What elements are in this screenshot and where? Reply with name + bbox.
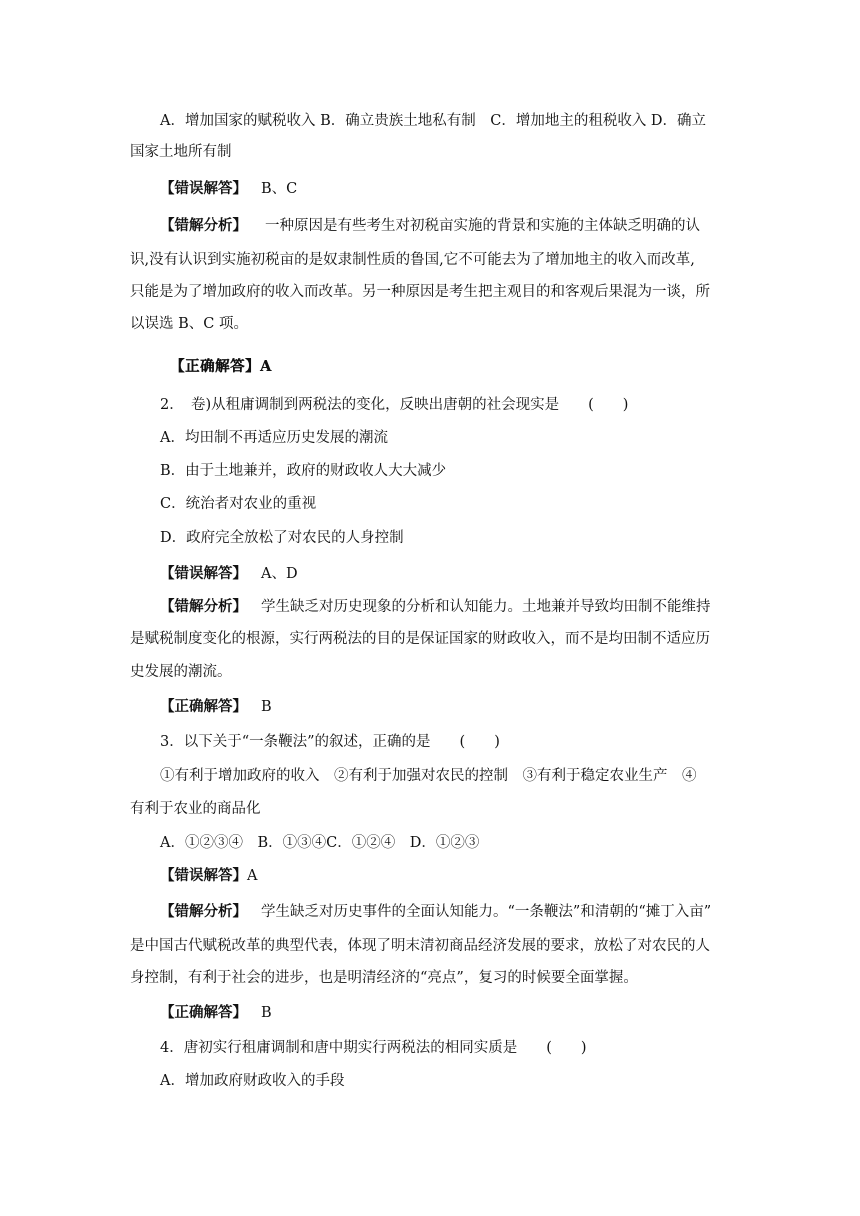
- wrong-answer-value: A: [247, 868, 258, 884]
- q2-stem: 2． 卷)从租庸调制到两税法的变化，反映出唐朝的社会现实是 ( ): [160, 397, 629, 413]
- q3-items-line-1: ①有利于增加政府的收入 ②有利于加强对农民的控制 ③有利于稳定农业生产 ④: [160, 768, 697, 784]
- q2-option-d: D．政府完全放松了对农民的人身控制: [160, 530, 404, 546]
- analysis-label: 【错解分析】: [160, 903, 247, 920]
- q3-analysis-line-3: 身控制，有利于社会的进步，也是明清经济的“亮点”，复习的时候要全面掌握。: [130, 970, 638, 986]
- analysis-label: 【错解分析】: [160, 217, 247, 234]
- q1-options-line-2: 国家土地所有制: [130, 144, 232, 160]
- q1-analysis-line-4: 以误选 B、C 项。: [130, 316, 248, 332]
- correct-answer-label: 【正确解答】: [160, 698, 247, 715]
- analysis-label: 【错解分析】: [160, 598, 247, 615]
- q2-option-b: B．由于土地兼并，政府的财政收人大大减少: [160, 463, 447, 479]
- q1-analysis-line-1: [160, 216, 730, 236]
- correct-answer-value: B: [261, 1005, 272, 1021]
- q3-stem: 3．以下关于“一条鞭法”的叙述，正确的是 ( ): [160, 734, 500, 750]
- q2-option-c: C．统治者对农业的重视: [160, 496, 317, 512]
- q2-analysis-line-2: 是赋税制度变化的根源，实行两税法的目的是保证国家的财政收入，而不是均田制不适应历: [130, 631, 710, 647]
- q1-wrong-answer: [160, 179, 730, 199]
- correct-answer-value: B: [261, 699, 272, 715]
- analysis-text: 一种原因是有些考生对初税亩实施的背景和实施的主体缺乏明确的认: [265, 218, 700, 234]
- q2-wrong-answer: [160, 564, 730, 584]
- q3-analysis-line-2: 是中国古代赋税改革的典型代表，体现了明末清初商品经济发展的要求，放松了对农民的人: [130, 938, 710, 954]
- wrong-answer-label: 【错误解答】: [160, 867, 247, 884]
- wrong-answer-label: 【错误解答】: [160, 565, 247, 582]
- wrong-answer-value: A、D: [261, 566, 298, 582]
- q3-analysis-line-1: [160, 902, 730, 922]
- correct-answer-value: A: [260, 358, 272, 375]
- q1-analysis-line-2: 识,没有认识到实施初税亩的是奴隶制性质的鲁国,它不可能去为了增加地主的收入而改革,: [130, 252, 695, 268]
- wrong-answer-value: B、C: [261, 181, 298, 197]
- q3-correct-answer: [160, 1003, 730, 1023]
- q3-wrong-answer: [160, 866, 730, 886]
- q1-options-line-1: A．增加国家的赋税收入 B．确立贵族土地私有制 C．增加地主的租税收入 D．确立: [160, 113, 707, 129]
- q2-analysis-line-3: 史发展的潮流。: [130, 664, 232, 680]
- q2-option-a: A．均田制不再适应历史发展的潮流: [160, 430, 388, 446]
- q4-option-a: A．增加政府财政收入的手段: [160, 1073, 345, 1089]
- analysis-text: 学生缺乏对历史事件的全面认知能力。“一条鞭法”和清朝的“摊丁入亩”: [261, 904, 712, 920]
- wrong-answer-label: 【错误解答】: [160, 180, 247, 197]
- analysis-text: 学生缺乏对历史现象的分析和认知能力。土地兼并导致均田制不能维持: [261, 599, 711, 615]
- q2-analysis-line-1: [160, 597, 730, 617]
- q3-items-line-2: 有利于农业的商品化: [130, 801, 261, 817]
- correct-answer-label: 【正确解答】: [170, 358, 260, 375]
- q4-stem: 4．唐初实行租庸调制和唐中期实行两税法的相同实质是 ( ): [160, 1040, 587, 1056]
- q1-correct-answer: [170, 356, 272, 378]
- correct-answer-label: 【正确解答】: [160, 1004, 247, 1021]
- q2-correct-answer: [160, 697, 730, 717]
- q1-analysis-line-3: 只能是为了增加政府的收入而改革。另一种原因是考生把主观目的和客观后果混为一谈，所: [130, 284, 710, 300]
- q3-options: A．①②③④ B．①③④C．①②④ D．①②③: [160, 835, 480, 851]
